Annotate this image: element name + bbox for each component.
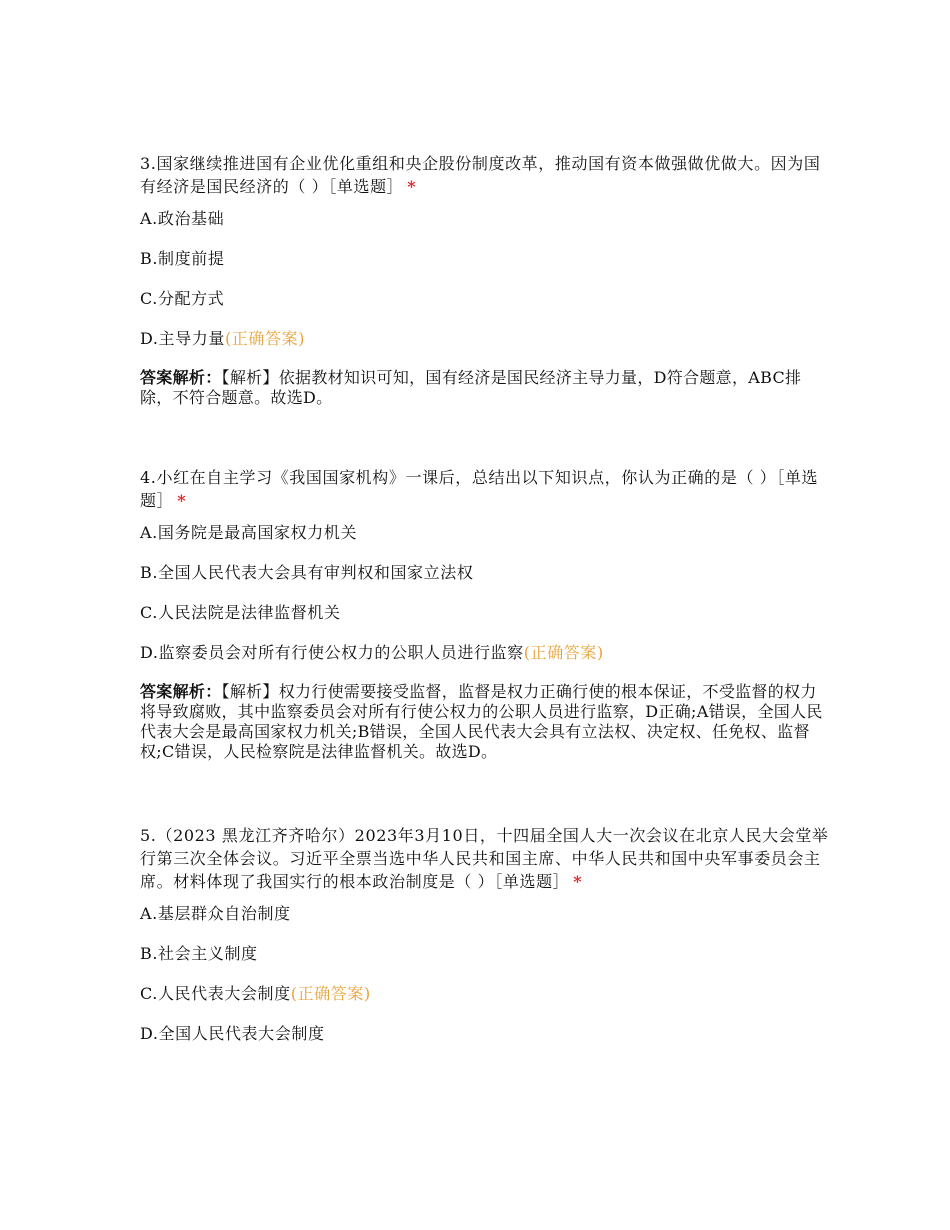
required-mark: * xyxy=(177,491,187,510)
question-3 xyxy=(140,152,830,408)
option-b[interactable]: B.制度前提 xyxy=(140,249,225,268)
option-a[interactable]: A.政治基础 xyxy=(140,209,225,228)
option-c[interactable]: C.人民代表大会制度(正确答案) xyxy=(140,984,371,1003)
answer-analysis: 答案解析：【解析】权力行使需要接受监督，监督是权力正确行使的根本保证，不受监督的权力将导致腐败，其中监察委员会对所有行使公权力的公职人员进行监察，D正确;A错误，全国人民代表大会是最高国家权力机关;B错误，全国人民代表大会具有立法权、决定权、任免权、监督权;C错误，人民检察院是法律监督机关。故选D。 xyxy=(140,682,823,761)
analysis-label: 答案解析： xyxy=(140,368,222,387)
quiz-page xyxy=(140,152,830,1063)
option-d[interactable]: D.监察委员会对所有行使公权力的公职人员进行监察(正确答案) xyxy=(140,643,604,662)
option-a[interactable]: A.基层群众自治制度 xyxy=(140,904,291,923)
question-text: 5.（2023 黑龙江齐齐哈尔）2023年3月10日，十四届全国人大一次会议在北京人民大会堂举行第三次全体会议。习近平全票当选中华人民共和国主席、中华人民共和国中央军事委员会主席。材料体现了我国实行的根本政治制度是（ ）［单选题］ * xyxy=(140,826,829,891)
required-mark: * xyxy=(573,872,583,891)
question-text: 3.国家继续推进国有企业优化重组和央企股份制度改革，推动国有资本做强做优做大。因为国有经济是国民经济的（ ）［单选题］ * xyxy=(140,154,821,196)
question-text: 4.小红在自主学习《我国国家机构》一课后，总结出以下知识点，你认为正确的是（ ）［单选题］ * xyxy=(140,468,819,510)
analysis-label: 答案解析： xyxy=(140,682,222,701)
option-b[interactable]: B.全国人民代表大会具有审判权和国家立法权 xyxy=(140,563,474,582)
option-d[interactable]: D.全国人民代表大会制度 xyxy=(140,1024,325,1043)
correct-answer-tag: (正确答案) xyxy=(523,643,604,662)
option-c[interactable]: C.分配方式 xyxy=(140,289,225,308)
question-4 xyxy=(140,466,830,762)
question-5 xyxy=(140,824,830,1045)
option-a[interactable]: A.国务院是最高国家权力机关 xyxy=(140,523,358,542)
correct-answer-tag: (正确答案) xyxy=(290,984,371,1003)
option-d[interactable]: D.主导力量(正确答案) xyxy=(140,329,306,348)
correct-answer-tag: (正确答案) xyxy=(224,329,306,348)
option-b[interactable]: B.社会主义制度 xyxy=(140,944,258,963)
answer-analysis: 答案解析：【解析】依据教材知识可知，国有经济是国民经济主导力量，D符合题意，ABC排除，不符合题意。故选D。 xyxy=(140,368,802,407)
option-c[interactable]: C.人民法院是法律监督机关 xyxy=(140,603,341,622)
required-mark: * xyxy=(407,177,417,196)
